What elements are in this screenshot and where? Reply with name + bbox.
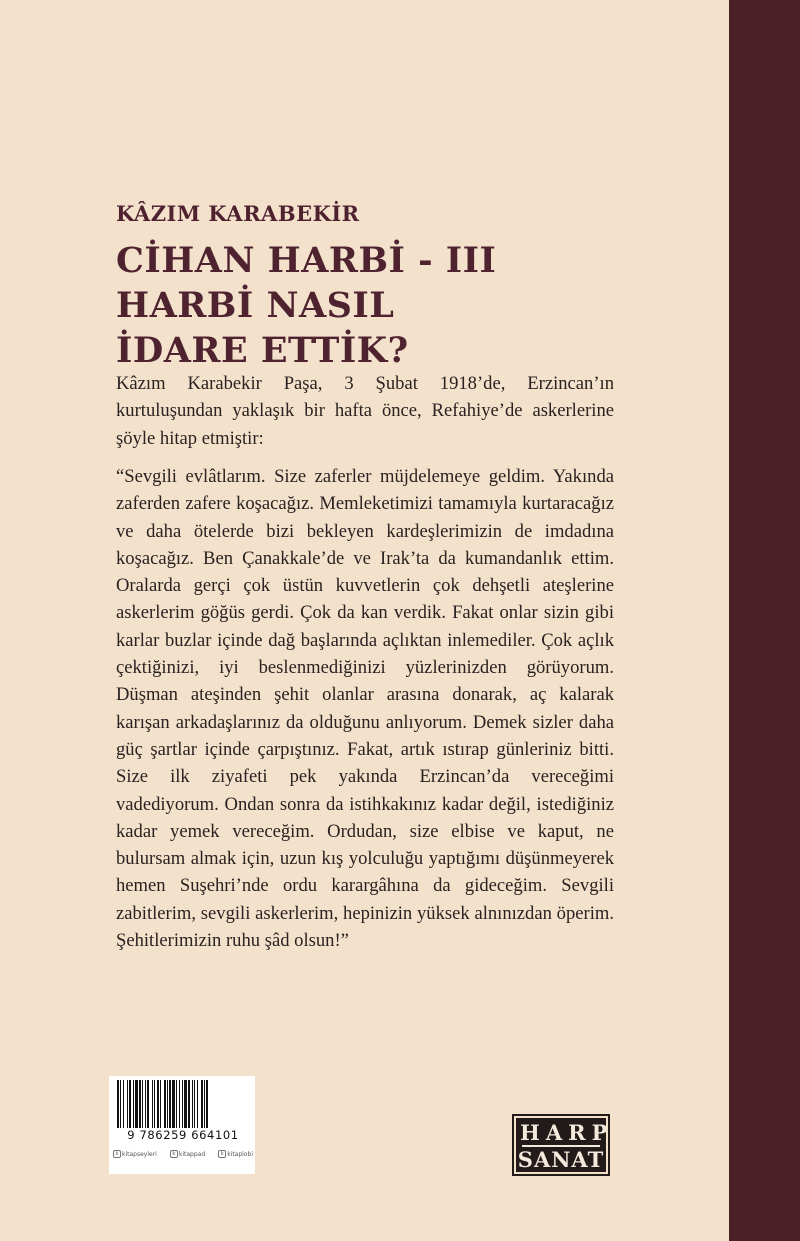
publisher-name-top: HARP — [520, 1120, 614, 1145]
title-line: İDARE ETTİK? — [116, 330, 409, 371]
intro-paragraph: Kâzım Karabekir Paşa, 3 Şubat 1918’de, Erzincan’ın kurtuluşundan yaklaşık bir hafta önce, Refahiye’de askerlerine şöyle hitap etmiştir: — [116, 373, 614, 449]
book-title — [116, 238, 496, 373]
barcode-icon — [115, 1080, 249, 1128]
title-line: CİHAN HARBİ - III — [116, 240, 497, 281]
store-logo: k kitappad — [170, 1150, 205, 1158]
spine-band — [729, 0, 800, 1241]
barcode-panel — [109, 1076, 255, 1174]
publisher-name-bottom: SANAT — [517, 1147, 605, 1172]
store-logos — [113, 1150, 253, 1158]
publisher-logo — [514, 1116, 614, 1174]
store-logo: k kitapseyleri — [113, 1150, 157, 1158]
title-line: HARBİ NASIL — [116, 285, 395, 326]
speech-quote: “Sevgili evlâtlarım. Size zaferler müjdelemeye geldim. Yakında zaferden zafere koşacağız. Memleketimizi tamamıyla kurtaracağız ve daha ötelerde bizi bekleyen kardeşlerimizin de imdadına koşacağız. Ben Çanakkale’de ve Irak’ta da kumandanlık ettim. Oralarda gerçi çok üstün kuvvetlerin çok dehşetli ateşlerine askerlerim göğüs gerdi. Çok da kan verdik. Fakat onlar sizin gibi karlar buzlar içinde dağ başlarında açlıktan inlemediler. Çok açlık çektiğinizi, iyi beslenmediğinizi yüzlerinizden görüyorum. Düşman ateşinden şehit olanlar arasına donarak, aç kalarak karışan arkadaşlarınız da olduğunu anlıyorum. Demek sizler daha güç şartlar içinde çarpıştınız. Fakat, artık ıstırap günleriniz bitti. Size ilk ziyafeti pek yakında Erzincan’da vereceğimi vadediyorum. Ondan sonra da istihkakınız kadar değil, istediğiniz kadar yemek vereceğim. Ordudan, size elbise ve kaput, ne bulursam almak için, uzun kış yolculuğu yaptığımı düşünmeyerek hemen Suşehri’nde ordu karargâhına da gideceğim. Sevgili zabitlerim, sevgili askerlerim, hepinizin yüksek alnınızdan öperim. Şehitlerimizin ruhu şâd olsun!” — [116, 466, 614, 952]
author-name: KÂZIM KARABEKİR — [116, 201, 360, 226]
isbn-number: 9 786259 664101 — [127, 1128, 239, 1142]
store-logo: k kitaplobi — [218, 1150, 253, 1158]
